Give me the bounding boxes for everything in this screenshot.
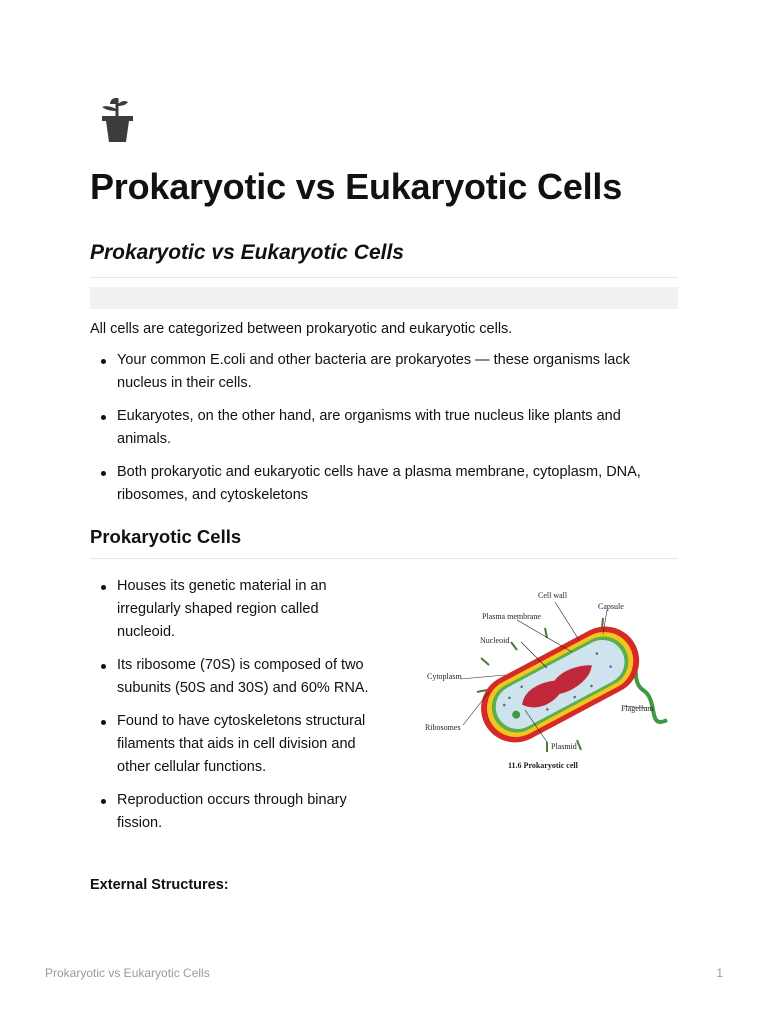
list-item: Reproduction occurs through binary fission. — [90, 789, 380, 835]
prokaryotic-bullet-list — [90, 575, 380, 845]
footer-title: Prokaryotic vs Eukaryotic Cells — [45, 966, 210, 980]
section-subtitle: Prokaryotic vs Eukaryotic Cells — [90, 241, 404, 264]
section-heading: Prokaryotic Cells — [90, 526, 242, 547]
divider — [90, 558, 678, 559]
potted-plant-icon — [99, 94, 135, 144]
label-plasmid: Plasmid — [551, 742, 577, 751]
footer-page-number: 1 — [716, 966, 723, 980]
label-flagellum: Flagellum — [621, 704, 654, 713]
callout-block — [90, 287, 678, 309]
label-cell-wall: Cell wall — [538, 591, 568, 600]
label-nucleoid: Nucleoid — [480, 636, 510, 645]
label-cytoplasm: Cytoplasm — [427, 672, 462, 681]
figure-caption: 11.6 Prokaryotic cell — [508, 761, 578, 770]
intro-paragraph: All cells are categorized between prokaryotic and eukaryotic cells. — [90, 321, 513, 337]
external-structures-heading: External Structures: — [90, 877, 229, 893]
list-item: Eukaryotes, on the other hand, are organisms with true nucleus like plants and animals. — [90, 405, 670, 451]
label-ribosomes: Ribosomes — [425, 723, 461, 732]
intro-bullet-list — [90, 349, 670, 517]
list-item: Found to have cytoskeletons structural filaments that aids in cell division and other cellular functions. — [90, 710, 380, 779]
label-capsule: Capsule — [598, 602, 624, 611]
list-item: Both prokaryotic and eukaryotic cells have a plasma membrane, cytoplasm, DNA, ribosomes, and cytoskeletons — [90, 461, 670, 507]
list-item: Its ribosome (70S) is composed of two subunits (50S and 30S) and 60% RNA. — [90, 654, 380, 700]
list-item: Houses its genetic material in an irregularly shaped region called nucleoid. — [90, 575, 380, 644]
list-item: Your common E.coli and other bacteria are prokaryotes — these organisms lack nucleus in their cells. — [90, 349, 670, 395]
label-plasma-membrane: Plasma membrane — [482, 612, 541, 621]
divider — [90, 277, 678, 278]
prokaryotic-cell-diagram — [397, 580, 679, 772]
page-title: Prokaryotic vs Eukaryotic Cells — [90, 166, 623, 207]
